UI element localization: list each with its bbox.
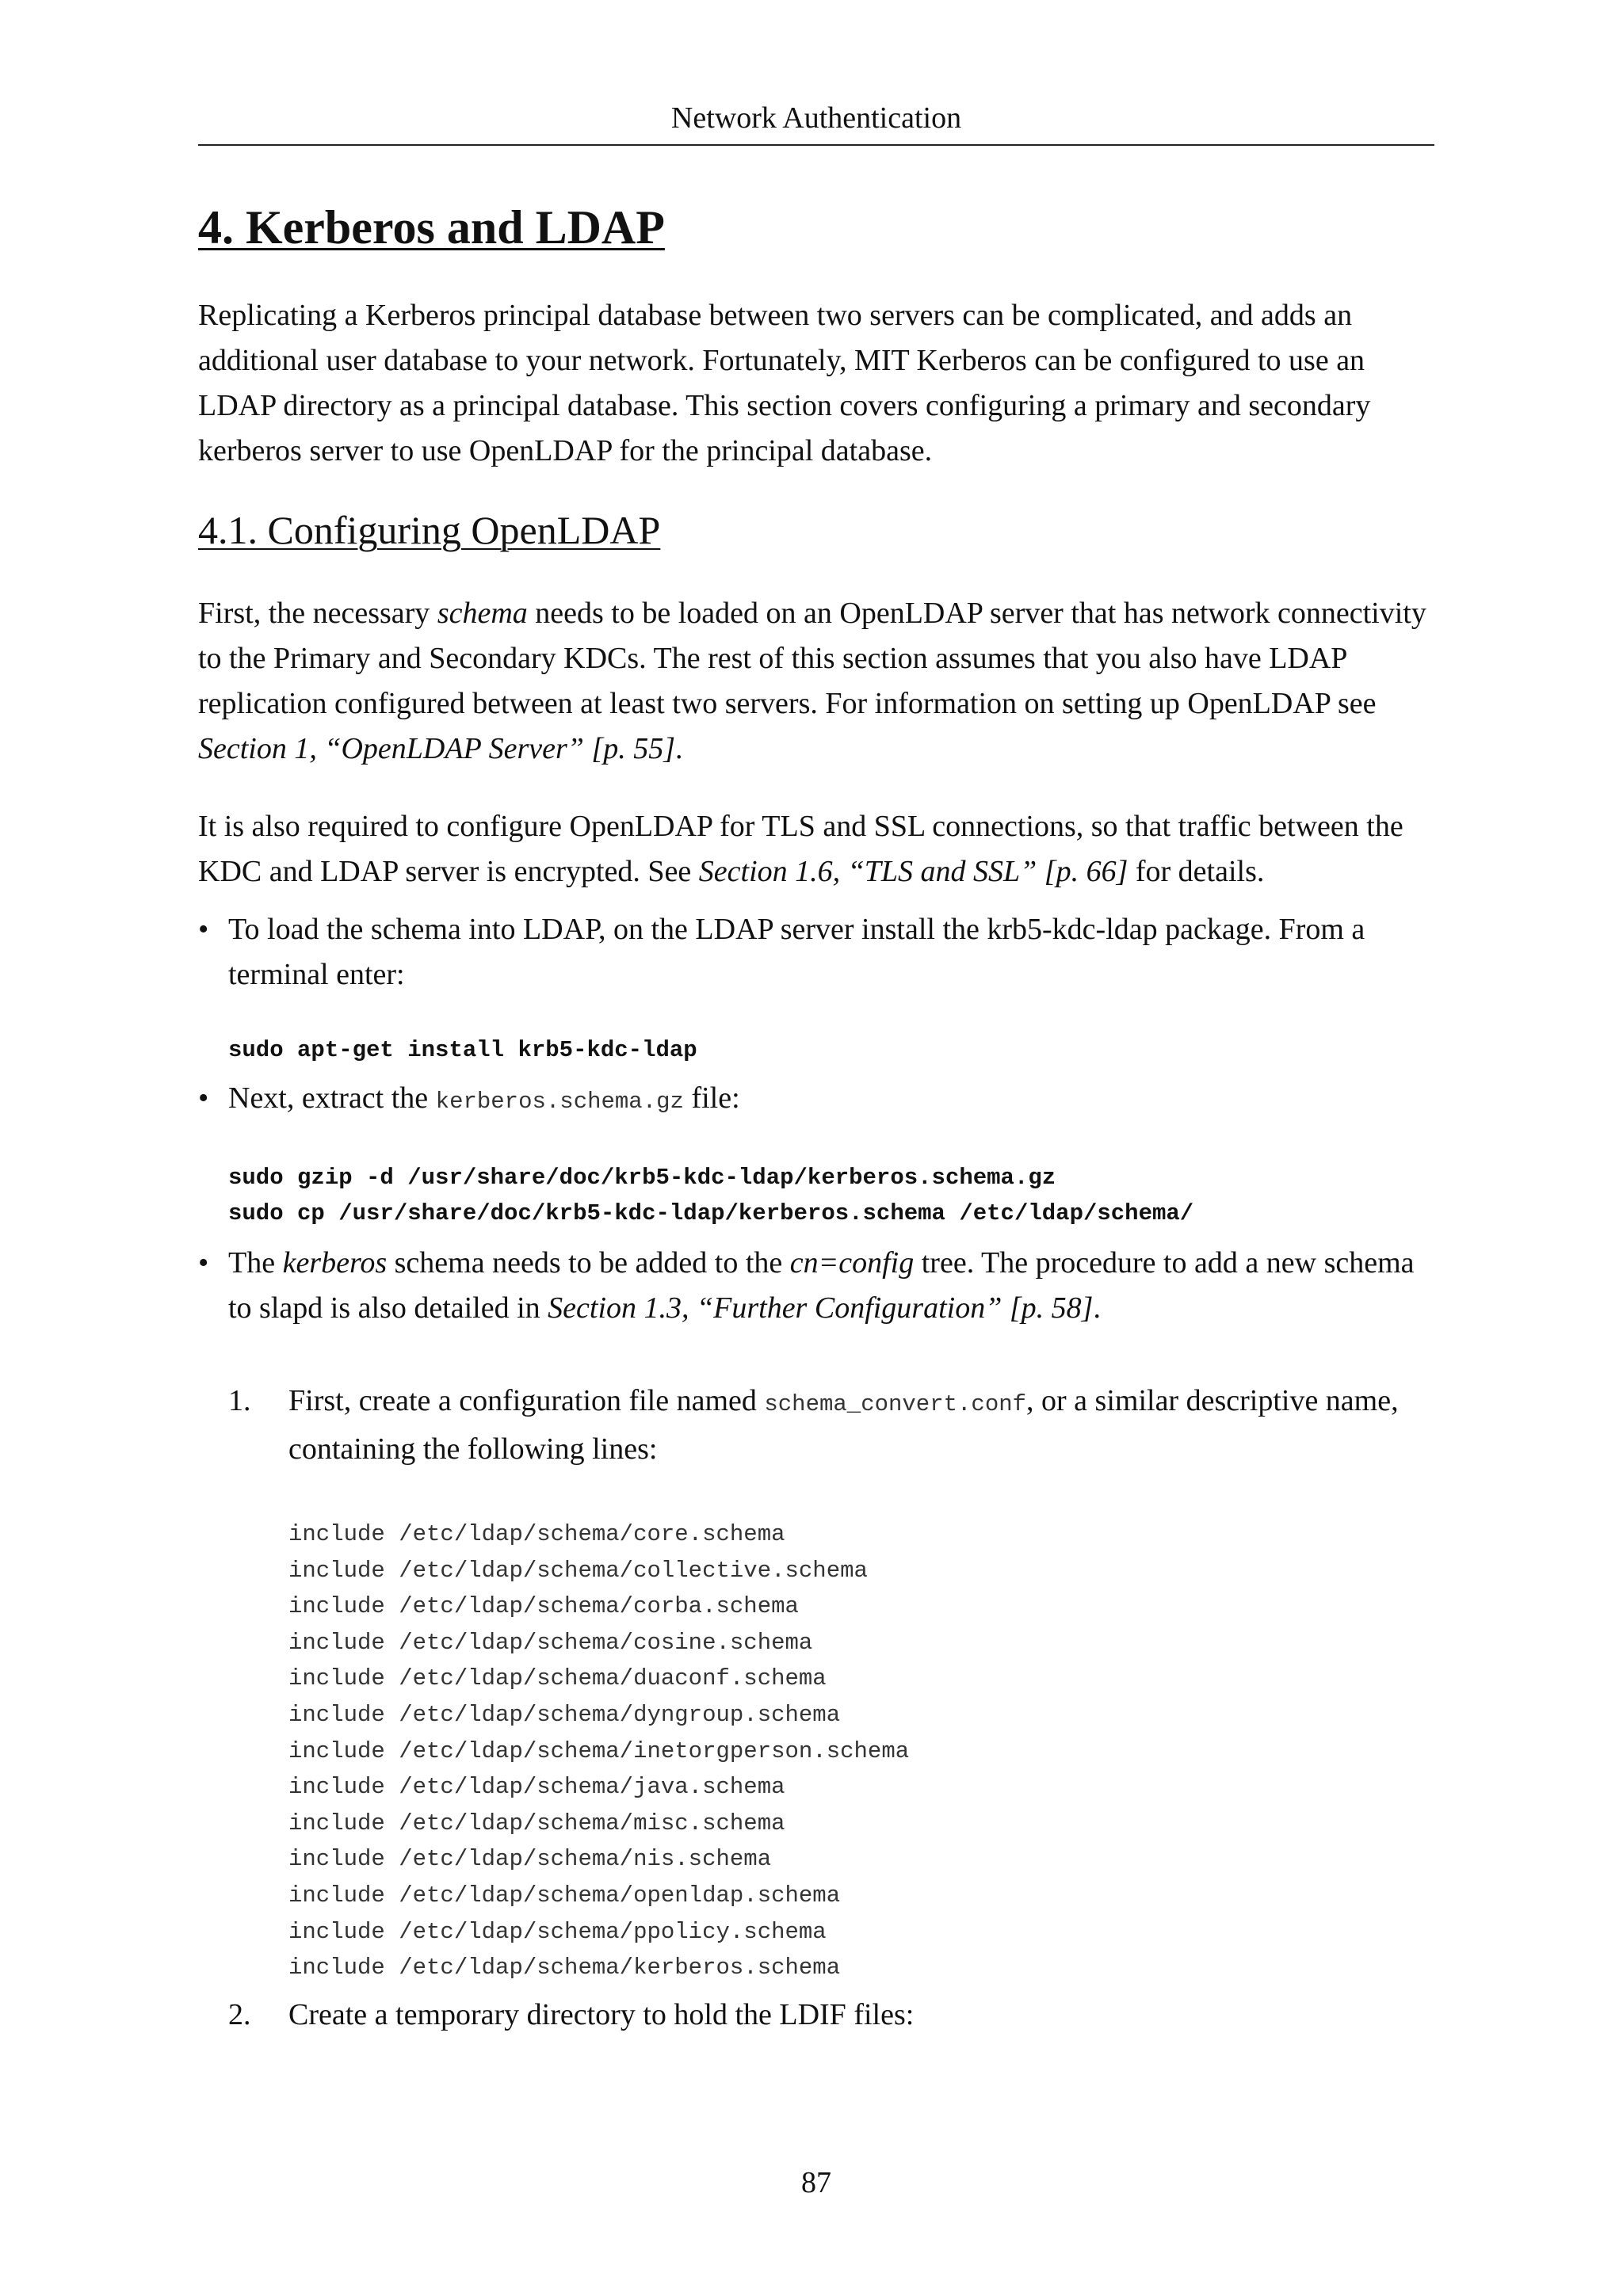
cn-config-term: cn=config (789, 1246, 915, 1280)
step-create-config-text: First, create a configuration file named (288, 1384, 765, 1417)
schema-paragraph (198, 591, 1434, 772)
subsection-title: 4.1. Configuring OpenLDAP (198, 508, 661, 552)
schema-include-list: include /etc/ldap/schema/core.schema include /etc/ldap/schema/collective.schema include /etc/ldap/schema/corba.schema include /etc/ldap/schema/cosine.schema include /etc/ldap/schema/duaconf.schema include /etc/ldap/schema/dyngroup.schema include /etc/ldap/schema/inetorgperson.schema include /etc/ldap/schema/java.schema include /etc/ldap/schema/misc.schema include /etc/ldap/schema/nis.schema include /etc/ldap/schema/openldap.schema include /etc/ldap/schema/ppolicy.schema include /etc/ldap/schema/kerberos.schema (288, 1521, 910, 1981)
tls-paragraph (198, 804, 1434, 894)
schema-convert-filename: schema_convert.conf (764, 1391, 1027, 1417)
schema-paragraph-end: . (675, 732, 683, 765)
schema-paragraph-text: First, the necessary (198, 597, 437, 630)
bullet-mark: • (198, 913, 209, 946)
bullet-item-cn-config-end: . (1093, 1291, 1101, 1325)
bullet-item-cn-config (198, 1241, 1434, 1331)
running-header: Network Authentication (670, 101, 962, 135)
schema-term: schema (437, 597, 528, 630)
further-configuration-link[interactable]: Section 1.3, “Further Configuration” [p. 58] (548, 1291, 1094, 1325)
install-command: sudo apt-get install krb5-kdc-ldap (228, 1037, 697, 1063)
step-create-temp-dir (228, 1993, 1434, 2038)
bullet-mark: • (198, 1081, 209, 1115)
bullet-item-install (198, 907, 1434, 997)
step-create-config (228, 1379, 1434, 1472)
bullet-item-extract (198, 1076, 1434, 1124)
tls-paragraph-end: for details. (1128, 855, 1265, 888)
schema-paragraph-text-cont: needs to be loaded on an OpenLDAP server that has network connectivity to the Primary and Secondary KDCs. The rest of this section assumes that you also have LDAP replication configured between at least two servers. For information on setting up OpenLDAP see (198, 597, 1426, 720)
document-page (198, 0, 1434, 2296)
kerberos-schema-gz-filename: kerberos.schema.gz (435, 1089, 684, 1115)
extract-commands: sudo gzip -d /usr/share/doc/krb5-kdc-ldap/kerberos.schema.gz sudo cp /usr/share/doc/krb5-kdc-ldap/kerberos.schema /etc/ldap/schema/ (228, 1165, 1194, 1226)
bullet-mark: • (198, 1246, 209, 1280)
intro-paragraph: Replicating a Kerberos principal database between two servers can be complicated, and adds an additional user database to your network. Fortunately, MIT Kerberos can be configured to use an LDAP directory as a principal database. This section covers configuring a primary and secondary kerberos server to use OpenLDAP for the principal database. (198, 299, 1371, 467)
step-create-temp-dir-text: Create a temporary directory to hold the LDIF files: (288, 1997, 915, 2031)
bullet-item-cn-config-text-cont: tree. The procedure to add a new schema to slapd is also detailed in (228, 1246, 1415, 1325)
page-content (198, 196, 1434, 2038)
tls-ssl-link[interactable]: Section 1.6, “TLS and SSL” [p. 66] (698, 855, 1128, 888)
bullet-item-cn-config-text-mid: schema needs to be added to the (387, 1246, 790, 1280)
section-title: 4. Kerberos and LDAP (198, 201, 665, 254)
page-number: 87 (801, 2166, 831, 2199)
step-number: 2. (228, 1997, 251, 2031)
step-create-config-text-cont: , or a similar descriptive name, containing the following lines: (288, 1384, 1399, 1466)
tls-paragraph-text: It is also required to configure OpenLDAP for TLS and SSL connections, so that traffic between the KDC and LDAP server is encrypted. See (198, 810, 1403, 888)
step-number: 1. (228, 1384, 251, 1417)
kerberos-term: kerberos (282, 1246, 388, 1280)
bullet-item-install-text: To load the schema into LDAP, on the LDAP server install the krb5-kdc-ldap package. From a terminal enter: (228, 913, 1365, 991)
bullet-item-extract-end: file: (683, 1081, 740, 1115)
bullet-item-extract-text: Next, extract the (228, 1081, 436, 1115)
header-rule (198, 144, 1434, 146)
openldap-server-link[interactable]: Section 1, “OpenLDAP Server” [p. 55] (198, 732, 675, 765)
bullet-item-cn-config-text: The (228, 1246, 283, 1280)
